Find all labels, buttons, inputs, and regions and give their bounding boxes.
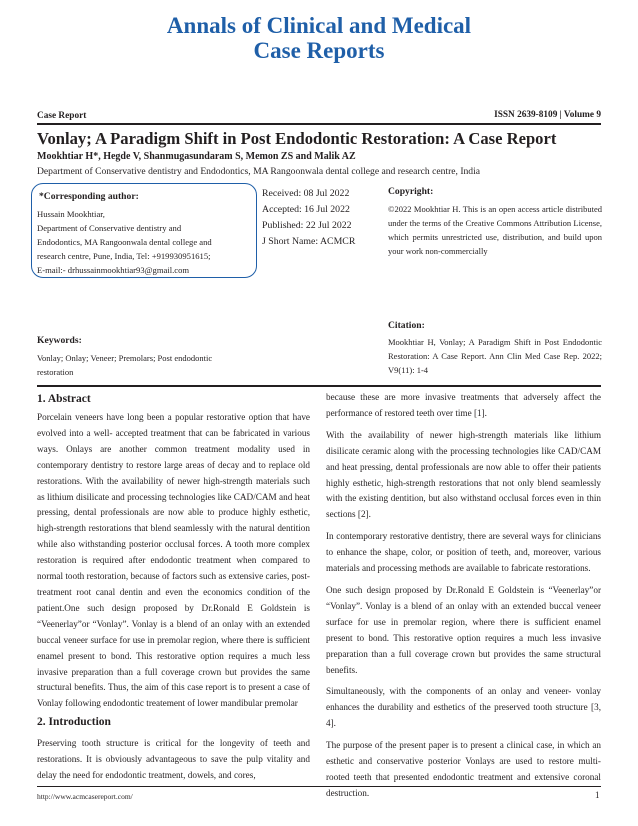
article-type: Case Report [37, 111, 87, 121]
corresponding-line: Hussain Mookhtiar, [37, 209, 105, 219]
section-rule [37, 385, 601, 387]
authors: Mookhtiar H*, Hegde V, Shanmugasundaram S, Memon ZS and Malik AZ [37, 151, 356, 162]
introduction-paragraph: Simultaneously, with the components of an onlay and veneer- vonlay enhances the durability and esthetics of the preserved tooth structure [3, 4]. [326, 686, 601, 729]
copyright-text: ©2022 Mookhtiar H. This is an open access article distributed under the terms of the Creative Commons Attribution License, which permits unrestricted use, distribution, and build upon your work non-commercially [388, 204, 602, 256]
article-title: Vonlay; A Paradigm Shift in Post Endodontic Restoration: A Case Report [37, 129, 557, 148]
copyright-heading: Copyright: [388, 186, 434, 197]
corresponding-line: Department of Conservative dentistry and [37, 223, 182, 233]
keywords-heading: Keywords: [37, 335, 82, 346]
published-date: Published: 22 Jul 2022 [262, 220, 352, 231]
footer-rule [37, 786, 601, 787]
introduction-paragraph: Preserving tooth structure is critical for the longevity of teeth and restorations. It is obviously advantageous to save the pulp vitality and delay the need for endodontic treatment, dowels, and cores, [37, 738, 310, 780]
introduction-paragraph: One such design proposed by Dr.Ronald E Goldstein is “Veenerlay”or “Vonlay”. Vonlay is a blend of an onlay with an extended buccal veneer surface for use in premolar region, where there is sufficient enamel present to bond. This restorative option requires a much less invasive preparation than a full coverage crown but provides the same structural benefits. [326, 584, 601, 675]
introduction-heading: 2. Introduction [37, 716, 111, 728]
journal-title [0, 13, 638, 63]
page-number: 1 [595, 790, 600, 800]
keywords-text: Vonlay; Onlay; Veneer; Premolars; Post endodontic restoration [37, 353, 213, 377]
journal-title-line2: Case Reports [253, 38, 385, 63]
footer-url[interactable]: http://www.acmcasereport.com/ [37, 792, 133, 801]
introduction-paragraph: With the availability of newer high-strength materials like lithium disilicate ceramic along with the processing technologies like CAD/CAM and heat pressing, dental professionals are now able to offer their patients highly esthetic, high-strength restorations that not only blend seamlessly with the existing dentition, but also withstand occlusal forces even in thin sections [2]. [326, 429, 601, 520]
accepted-date: Accepted: 16 Jul 2022 [262, 204, 350, 215]
header-rule [37, 123, 601, 125]
received-date: Received: 08 Jul 2022 [262, 188, 350, 199]
article-dates [262, 186, 355, 250]
journal-short-name: J Short Name: ACMCR [262, 236, 356, 247]
journal-title-line1: Annals of Clinical and Medical [166, 13, 472, 38]
corresponding-line: research centre, Pune, India, Tel: +919930951615; [37, 251, 211, 261]
abstract-text: Porcelain veneers have long been a popular restorative option that have evolved into a well- accepted treatment that can be fabricated in various ways. Onlays are another common treatment modality used in contemporary dentistry to restore large areas of decay and to replace old restorations. With the availability of newer high-strength materials such as lithium disilicate and processing technologies like CAD/CAM and heat pressing, dental professionals are now able to produce highly esthetic, high-strength restorations that blend seamlessly with the natural dentition while also withstanding posterior occlusal forces. A tooth more complex restoration is required after endodontic treatment when compared to normal tooth restoration, because of factors such as extensive caries, post-treatment root canal dentin and even the economics condition of the patient.One such design proposed by Dr.Ronald E Goldstein is “Veenerlay”or “Vonlay”. Vonlay is a blend of an onlay with an extended buccal veneer surface for use in premolar region, where there is sufficient enamel present to bond. This restorative option requires a much less invasive preparation than a full coverage crown but provides the same structural benefits. Thus, the aim of this case report is to present a case of Vonlay following endodontic treatement of lower mandibular premolar [37, 412, 310, 709]
citation-heading: Citation: [388, 320, 425, 331]
introduction-paragraph: In contemporary restorative dentistry, there are several ways for clinicians to enhance the shape, color, or position of teeth, and, moreover, various materials and processing methods are available to fabricate restorations. [326, 531, 601, 574]
introduction-right-column [326, 390, 601, 808]
introduction-paragraph: because these are more invasive treatments that adversely affect the performance of restored teeth over time [1]. [326, 392, 601, 418]
issn-volume: ISSN 2639-8109 | Volume 9 [494, 110, 601, 120]
corresponding-author-heading: *Corresponding author: [39, 191, 139, 202]
corresponding-author-details [37, 207, 212, 277]
corresponding-email: E-mail:- drhussainmookhtiar93@gmail.com [37, 265, 190, 275]
affiliation: Department of Conservative dentistry and Endodontics, MA Rangoonwala dental college and research centre, India [37, 166, 481, 177]
citation-text: Mookhtiar H, Vonlay; A Paradigm Shift in Post Endodontic Restoration: A Case Report. Ann Clin Med Case Rep. 2022; V9(11): 1-4 [388, 337, 602, 375]
abstract-heading: 1. Abstract [37, 393, 91, 405]
introduction-paragraph: The purpose of the present paper is to present a clinical case, in which an esthetic and conservative posterior Vonlays are used to restore multi-rooted teeth that presented endodontic treatment and extensive coronal destruction. [326, 740, 601, 798]
corresponding-line: Endodontics, MA Rangoonwala dental college and [37, 237, 212, 247]
